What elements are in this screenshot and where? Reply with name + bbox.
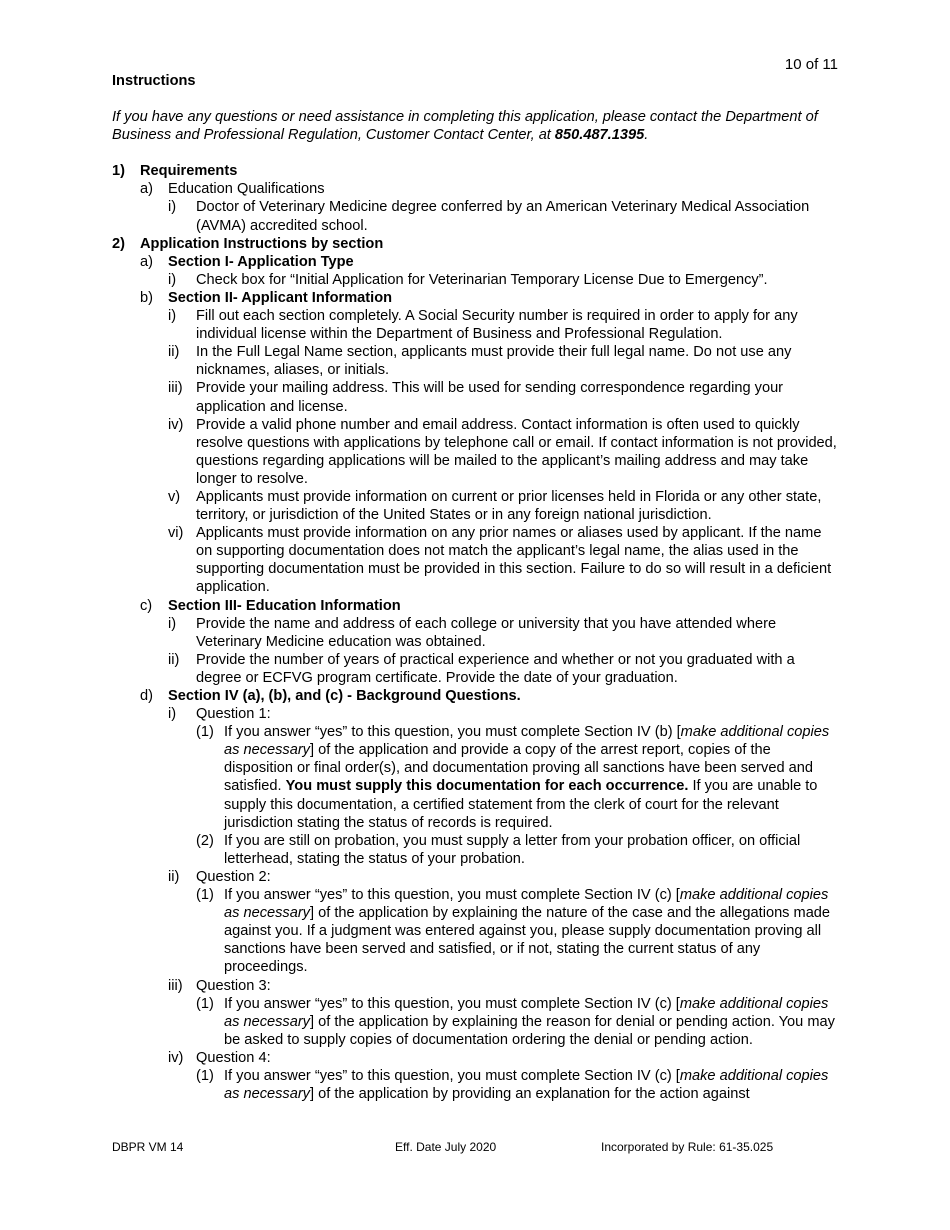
instruction-list <box>112 162 840 1103</box>
list-item: vi) Applicants must provide information on any prior names or aliases used by applicant. If the name on supporting documentation does not match the applicant’s legal name, the alias used in the supporting documentation must be provided in this section. Failure to do so will result in a deficient application. <box>168 525 832 596</box>
list-item: ii) Provide the number of years of practical experience and whether or not you graduated with a degree or ECFVG program certificate. Provide the date of your graduation. <box>168 651 795 686</box>
footer-eff-date: Eff. Date July 2020 <box>395 1140 497 1154</box>
question-4-item-1: (1) If you answer “yes” to this question, you must complete Section IV (c) [make additional copies as necessary] of the application by providing an explanation for the action against <box>196 1067 829 1103</box>
instructions-body <box>112 72 840 1103</box>
list-item: ii) In the Full Legal Name section, applicants must provide their full legal name. Do not use any nicknames, aliases, or initials. <box>168 344 792 379</box>
list-item: iv) Provide a valid phone number and email address. Contact information is often used to quickly resolve questions with applications by telephone call or email. If contact information is not provided, questions regarding applications will be mailed to the applicant’s mailing address and may take longer to resolve. <box>168 416 837 487</box>
list-item: iii) Provide your mailing address. This will be used for sending correspondence regarding your application and license. <box>168 380 784 415</box>
question-1-item-2: (2) If you are still on probation, you must supply a letter from your probation officer, on official letterhead, stating the status of your probation. <box>196 832 801 867</box>
question-1-heading: i) Question 1: <box>168 706 271 723</box>
list-item: i) Provide the name and address of each college or university that you have attended where Veterinary Medicine education was obtained. <box>168 615 777 650</box>
list-item: i) Check box for “Initial Application for Veterinarian Temporary License Due to Emergency”. <box>168 271 768 288</box>
intro-paragraph <box>112 108 840 144</box>
question-3-heading: iii) Question 3: <box>168 977 271 994</box>
section-2c-heading: c) Section III- Education Information <box>140 597 401 614</box>
question-4-heading: iv) Question 4: <box>168 1049 271 1066</box>
footer-form-id: DBPR VM 14 <box>112 1140 184 1154</box>
section-2a-heading: a) Section I- Application Type <box>140 253 354 270</box>
question-3-item-1: (1) If you answer “yes” to this question, you must complete Section IV (c) [make additional copies as necessary] of the application by explaining the reason for denial or pending action. You may be asked to supply copies of documentation ordering the denial or pending action. <box>196 995 835 1048</box>
list-item: v) Applicants must provide information on current or prior licenses held in Florida or any other state, territory, or jurisdiction of the United States or in any foreign national jurisdiction. <box>168 488 822 524</box>
question-1-item-1: (1) If you answer “yes” to this question, you must complete Section IV (b) [make additional copies as necessary] of the application and provide a copy of the arrest report, copies of the disposition or final order(s), and documentation proving all sanctions have been served and satisfied. You must supply this documentation for each occurrence. If you are unable to supply this documentation, a certified statement from the clerk of court for the relevant jurisdiction stating the status of records is required. <box>196 724 830 831</box>
intro-end: . <box>644 127 649 144</box>
section-1a-i: i) Doctor of Veterinary Medicine degree conferred by an American Veterinary Medical Association (AVMA) accredited school. <box>168 199 810 234</box>
section-1a: a) Education Qualifications <box>140 181 325 198</box>
section-1-heading: 1) Requirements <box>112 163 238 180</box>
section-2d-heading: d) Section IV (a), (b), and (c) - Background Questions. <box>140 688 521 704</box>
section-2b-heading: b) Section II- Applicant Information <box>140 289 393 306</box>
contact-phone: 850.487.1395 <box>554 127 645 144</box>
section-2-heading: 2) Application Instructions by section <box>112 235 384 252</box>
footer-rule: Incorporated by Rule: 61-35.025 <box>601 1140 774 1154</box>
page-title: Instructions <box>112 73 196 89</box>
list-item: i) Fill out each section completely. A Social Security number is required in order to apply for any individual license within the Department of Business and Professional Regulation. <box>168 308 798 343</box>
intro-text: If you have any questions or need assistance in completing this application, please contact the Department of Business and Professional Regulation, Customer Contact Center, at <box>112 109 818 144</box>
question-2-heading: ii) Question 2: <box>168 868 271 885</box>
page-number: 10 of 11 <box>784 56 838 73</box>
question-2-item-1: (1) If you answer “yes” to this question, you must complete Section IV (c) [make additional copies as necessary] of the application by explaining the nature of the case and the allegations made against you. If a judgment was entered against you, please supply documentation proving all sanctions have been served and satisfied, or if not, stating the current status of any proceedings. <box>196 887 831 976</box>
